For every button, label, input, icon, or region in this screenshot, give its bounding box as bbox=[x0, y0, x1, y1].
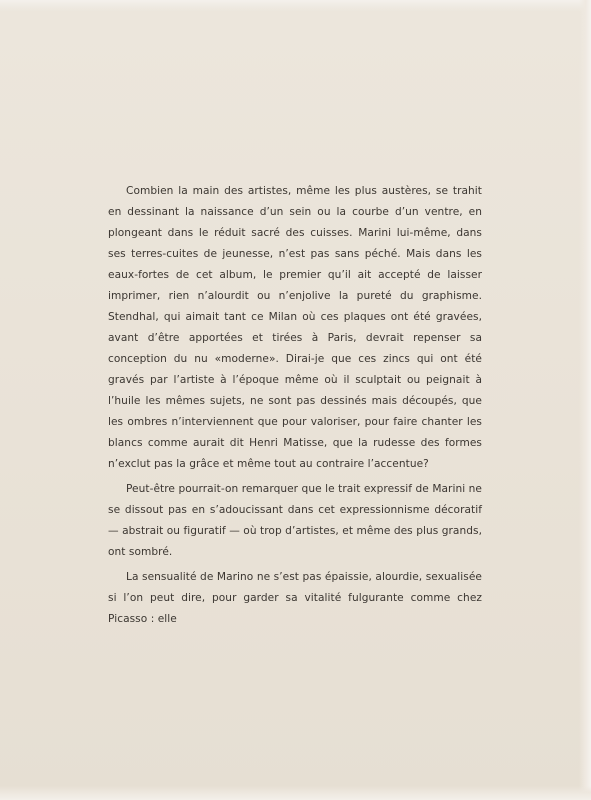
paragraph-2: Peut-être pourrait-on remarquer que le trait expressif de Marini ne se dissout pas en s’adoucissant dans cet expressionnisme décoratif — abstrait ou figuratif — où trop d’artistes, et même des plus grands, ont sombré. bbox=[108, 482, 482, 558]
paper-bottom-edge bbox=[0, 786, 591, 800]
paragraph-3: La sensualité de Marino ne s’est pas épaissie, alourdie, sexualisée si l’on peut dire, pour garder sa vitalité fulgurante comme chez Picasso : elle bbox=[108, 570, 482, 625]
body-text bbox=[108, 181, 482, 633]
paper-top-edge bbox=[0, 0, 591, 12]
paper-right-edge bbox=[579, 0, 591, 800]
paragraph-1: Combien la main des artistes, même les plus austères, se trahit en dessinant la naissance d’un sein ou la courbe d’un ventre, en plongeant dans le réduit sacré des cuisses. Marini lui-même, dans ses terres-cuites de jeunesse, n’est pas sans péché. Mais dans les eaux-fortes de cet album, le premier qu’il ait accepté de laisser imprimer, rien n’alourdit ou n’enjolive la pureté du graphisme. Stendhal, qui aimait tant ce Milan où ces plaques ont été gravées, avant d’être apportées et tirées à Paris, devrait repenser sa conception du nu «moderne». Dirai-je que ces zincs qui ont été gravés par l’artiste à l’époque même où il sculptait ou peignait à l’huile les mêmes sujets, ne sont pas dessinés mais découpés, que les ombres n’interviennent que pour valoriser, pour faire chanter les blancs comme aurait dit Henri Matisse, que la rudesse des formes n’exclut pas la grâce et même tout au contraire l’accentue? bbox=[108, 185, 482, 470]
